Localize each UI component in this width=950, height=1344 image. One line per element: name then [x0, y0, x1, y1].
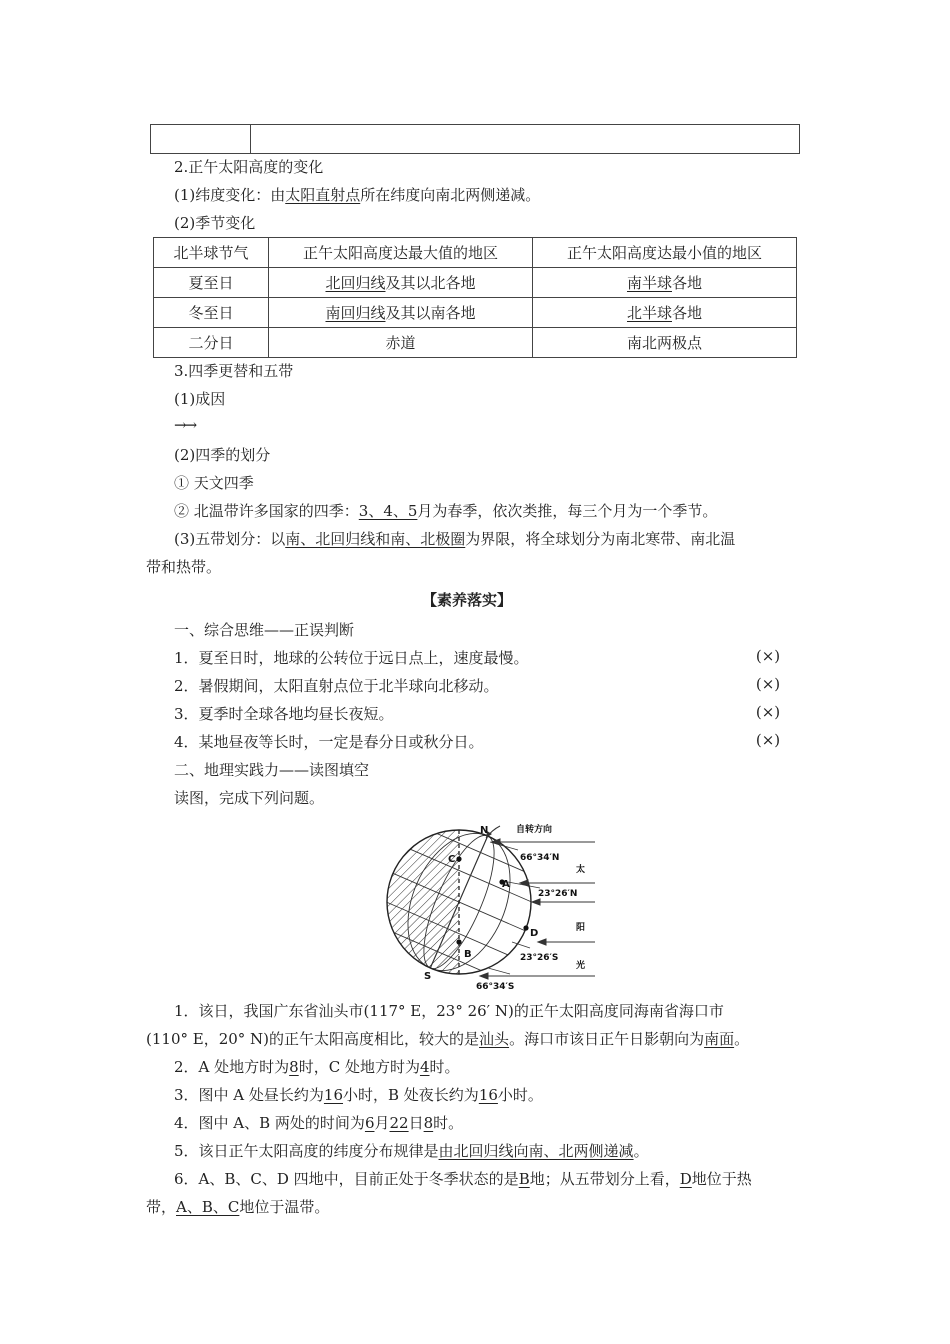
season-division: (2)四季的划分 [174, 446, 271, 464]
five-zones [174, 528, 735, 549]
q-text: 时。 [429, 1058, 460, 1076]
point-d-marker [523, 925, 528, 930]
table-header: 正午太阳高度达最小值的地区 [533, 238, 797, 268]
question-2 [174, 1056, 460, 1077]
point-b-marker [456, 939, 461, 944]
table-cell-term: 冬至日 [154, 298, 269, 328]
q-text: 小时。 [497, 1086, 543, 1104]
temperate-answer: 3、4、5 [358, 502, 418, 520]
rotation-label: 自转方向 [516, 825, 553, 835]
night-side [380, 812, 459, 992]
table-header: 北半球节气 [154, 238, 269, 268]
south-pole-label: S [424, 971, 432, 982]
temperate-post: 月为春季，依次类推，每三个月为一个季节。 [417, 502, 718, 520]
question-6-line-2 [146, 1196, 329, 1217]
table-row [154, 268, 797, 298]
latitude-change-pre: (1)纬度变化：由 [174, 186, 286, 204]
top-table-fragment [150, 124, 800, 154]
q-answer: 南面 [704, 1030, 735, 1048]
q-answer: A、B、C [176, 1198, 240, 1216]
judgment-item: 4．某地昼夜等长时，一定是春分日或秋分日。 [174, 733, 484, 751]
seasonal-change: (2)季节变化 [174, 214, 256, 232]
north-pole-label: N [480, 825, 489, 836]
cause-arrows: →→ [174, 416, 196, 434]
question-3 [174, 1084, 543, 1105]
question-1-line-2 [146, 1028, 749, 1049]
practice-heading: 【素养落实】 [422, 591, 513, 609]
table-header: 正午太阳高度达最大值的地区 [269, 238, 533, 268]
table-cell-answer: 北半球 [626, 304, 672, 322]
table-cell-max [269, 268, 533, 298]
latitude-change-post: 所在纬度向南北两侧递减。 [360, 186, 541, 204]
q-text: 带， [146, 1198, 177, 1216]
point-d-label: D [530, 928, 539, 939]
question-4 [174, 1112, 463, 1133]
judgment-mark: (×) [755, 675, 781, 693]
sunlight-label: 阳 [576, 923, 586, 933]
q-answer: 16 [478, 1086, 498, 1104]
noon-sun-table [153, 237, 797, 358]
q-text: 3．图中 A 处昼长约为 [174, 1086, 324, 1104]
judgment-mark: (×) [755, 703, 781, 721]
judgment-mark: (×) [755, 731, 781, 749]
q-answer: D [679, 1170, 692, 1188]
table-cell-text: 及其以南各地 [385, 304, 476, 322]
point-c-marker [456, 856, 461, 861]
table-cell-answer: 南回归线 [325, 304, 386, 322]
arrow-head [538, 939, 546, 945]
table-cell-min [533, 298, 797, 328]
latitude-change [174, 184, 540, 205]
part-2-title: 二、地理实践力——读图填空 [174, 761, 370, 779]
q-text: 2．A 处地方时为 [174, 1058, 290, 1076]
sunlight-label: 光 [576, 961, 586, 971]
q-text: 时，C 处地方时为 [298, 1058, 420, 1076]
zones-post: 为界限，将全球划分为南北寒带、南北温 [465, 530, 736, 548]
question-5 [174, 1140, 649, 1161]
top-table-divider [250, 125, 251, 153]
q-text: 地位于温带。 [239, 1198, 330, 1216]
table-cell-max [269, 298, 533, 328]
q-text: 日 [408, 1114, 424, 1132]
q-text: 月 [374, 1114, 390, 1132]
point-a-label: A [502, 879, 510, 890]
q-text: 。 [734, 1030, 750, 1048]
cause-heading: (1)成因 [174, 390, 226, 408]
table-row [154, 298, 797, 328]
arrow-head [480, 973, 488, 979]
point-c-label: C [448, 854, 456, 865]
temperate-seasons [174, 500, 717, 521]
lat-leader [488, 968, 510, 974]
q-text: 时。 [433, 1114, 464, 1132]
part-1-title: 一、综合思维——正误判断 [174, 621, 355, 639]
five-zones-line2: 带和热带。 [146, 558, 222, 576]
q-answer: 22 [389, 1114, 409, 1132]
temperate-pre: ② 北温带许多国家的四季： [174, 502, 359, 520]
table-cell-text: 各地 [672, 304, 703, 322]
q-text: 小时，B 处夜长约为 [343, 1086, 479, 1104]
q-answer: 汕头 [479, 1030, 510, 1048]
q-answer: 8 [423, 1114, 434, 1132]
latitude-change-answer: 太阳直射点 [285, 186, 361, 204]
instruction: 读图，完成下列问题。 [174, 789, 325, 807]
table-cell-answer: 南半球 [626, 274, 672, 292]
q-text: 地位于热 [691, 1170, 752, 1188]
earth-illumination-diagram [380, 812, 610, 992]
q-text: 6．A、B、C、D 四地中，目前正处于冬季状态的是 [174, 1170, 519, 1188]
table-cell-min [533, 268, 797, 298]
q-answer: B [518, 1170, 530, 1188]
q-text: 。海口市该日正午日影朝向为 [509, 1030, 705, 1048]
zones-pre: (3)五带划分：以 [174, 530, 286, 548]
q-text: 。 [633, 1142, 649, 1160]
judgment-item: 2．暑假期间，太阳直射点位于北半球向北移动。 [174, 677, 499, 695]
latitude-label: 23°26′N [538, 889, 578, 899]
table-cell-term: 二分日 [154, 328, 269, 358]
q-answer: 由北回归线向南、北两侧递减 [438, 1142, 634, 1160]
question-6-line-1 [174, 1168, 752, 1189]
q-answer: 16 [323, 1086, 344, 1104]
q-text: 5．该日正午太阳高度的纬度分布规律是 [174, 1142, 439, 1160]
table-cell-term: 夏至日 [154, 268, 269, 298]
latitude-label: 66°34′N [520, 853, 560, 863]
astronomical-seasons: ① 天文四季 [174, 474, 254, 492]
sunlight-label: 太 [576, 865, 586, 875]
q-answer: 6 [364, 1114, 375, 1132]
table-cell-min [533, 328, 797, 358]
section-2-title: 2.正午太阳高度的变化 [174, 158, 324, 176]
latitude-label: 23°26′S [520, 953, 559, 963]
table-cell-text: 及其以北各地 [385, 274, 476, 292]
table-cell-answer: 北回归线 [325, 274, 386, 292]
zones-answer: 南、北回归线和南、北极圈 [285, 530, 466, 548]
table-cell-text: 南北两极点 [626, 334, 702, 352]
q-text: (110° E，20° N)的正午太阳高度相比，较大的是 [146, 1030, 480, 1048]
section-3-title: 3.四季更替和五带 [174, 362, 294, 380]
judgment-mark: (×) [755, 647, 781, 665]
q-answer: 8 [289, 1058, 299, 1076]
point-b-label: B [464, 949, 472, 960]
judgment-item: 1．夏至日时，地球的公转位于远日点上，速度最慢。 [174, 649, 529, 667]
question-1-line-1: 1．该日，我国广东省汕头市(117° E，23° 26′ N)的正午太阳高度同海南省海口市 [174, 1002, 724, 1020]
q-answer: 4 [419, 1058, 430, 1076]
arrow-head [532, 899, 540, 905]
q-text: 4．图中 A、B 两处的时间为 [174, 1114, 365, 1132]
table-cell-text: 各地 [672, 274, 703, 292]
judgment-item: 3．夏季时全球各地均昼长夜短。 [174, 705, 394, 723]
latitude-label: 66°34′S [476, 982, 515, 992]
table-cell-text: 赤道 [385, 334, 416, 352]
q-text: 地；从五带划分上看， [529, 1170, 680, 1188]
table-row [154, 328, 797, 358]
table-cell-max [269, 328, 533, 358]
